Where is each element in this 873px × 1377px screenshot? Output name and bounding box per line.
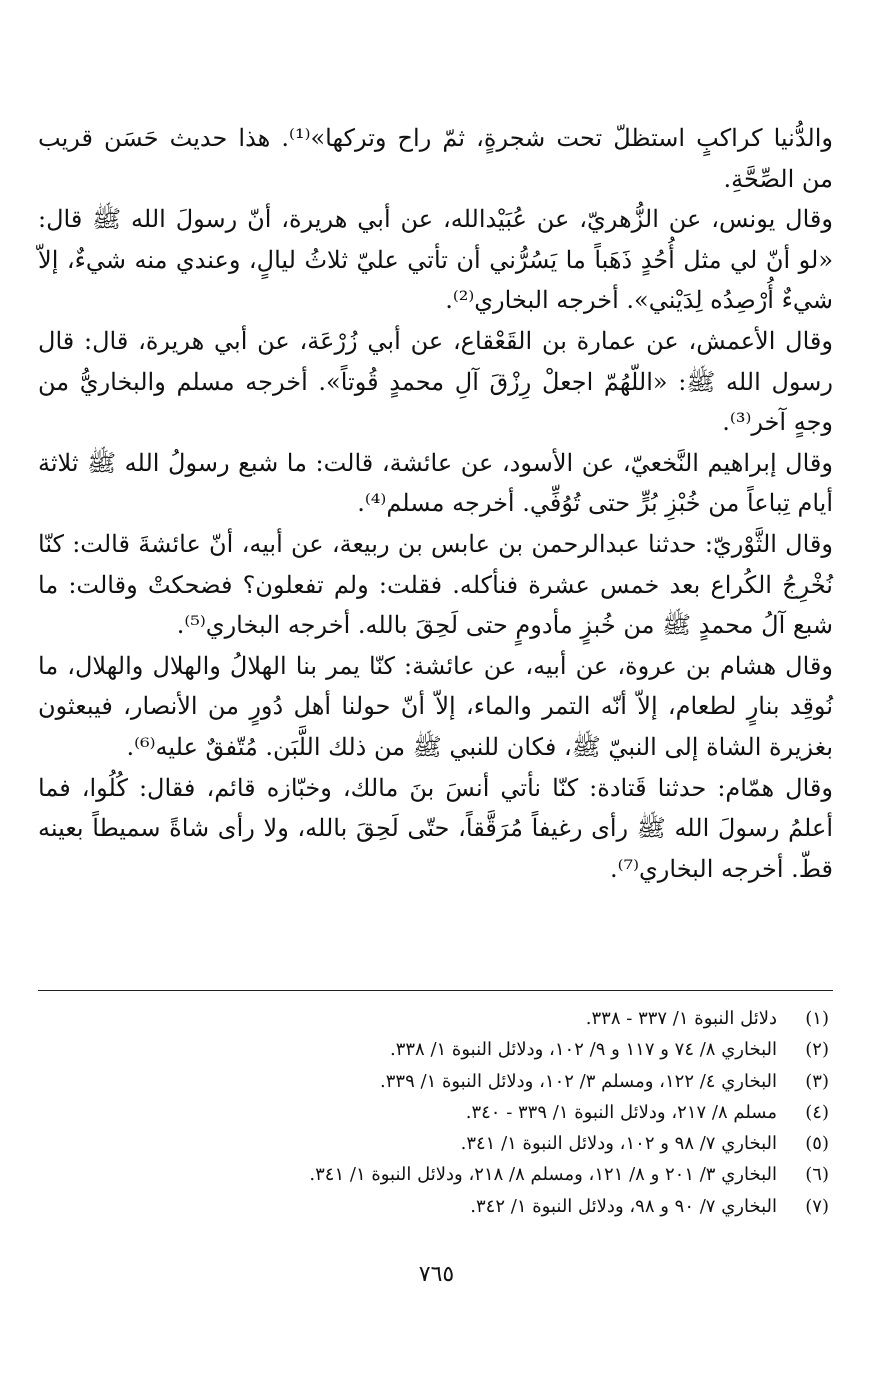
footnote	[49, 1128, 829, 1159]
footnote-text: البخاري ٧/ ٩٨ و ١٠٢، ودلائل النبوة ١/ ٣٤١.	[460, 1133, 777, 1155]
footnote-number: (٤)	[805, 1101, 829, 1123]
paragraph: وقال الثَّوْريّ: حدثنا عبدالرحمن بن عابس بن ربيعة، عن أبيه، أنّ عائشةَ قالت: كنّا نُخْرِجُ الكُراع بعد خمس عشرة فنأكله. فقلت: ولم تفعلون؟ فضحكتْ وقالت: ما شبع آلُ محمدٍ ﷺ من خُبزٍ مأدومٍ حتى لَحِقَ بالله. أخرجه البخاري⁽⁵⁾.	[38, 529, 833, 640]
footnote	[49, 1191, 829, 1222]
paragraph: وقال هشام بن عروة، عن أبيه، عن عائشة: كنّا يمر بنا الهلالُ والهلال والهلال، ما نُوقِد بنارٍ لطعام، إلاّ أنّه التمر والماء، إلاّ أنّ حولنا أهل دُورٍ من الأنصار، فيبعثون بغزيرة الشاة إلى النبيّ ﷺ، فكان للنبي ﷺ من ذلك اللَّبَن. مُتّفقٌ عليه⁽⁶⁾.	[38, 651, 833, 761]
footnote	[49, 1097, 829, 1128]
footnotes	[49, 1003, 829, 1222]
footnote-number: (١)	[805, 1008, 829, 1029]
main-text	[38, 118, 833, 889]
footnote-number: (٥)	[805, 1133, 829, 1155]
footnote-text: البخاري ٣/ ٢٠١ و ٨/ ١٢١، ومسلم ٨/ ٢١٨، ودلائل النبوة ١/ ٣٤١.	[309, 1164, 777, 1186]
footnote-number: (٧)	[805, 1195, 829, 1217]
footnote-text: دلائل النبوة ١/ ٣٣٧ - ٣٣٨.	[585, 1008, 777, 1029]
footnote	[49, 1066, 829, 1097]
footnote	[49, 1034, 829, 1065]
footnote	[49, 1159, 829, 1190]
paragraph: وقال همّام: حدثنا قَتادة: كنّا نأتي أنسَ بنَ مالك، وخبّازه قائم، فقال: كُلُوا، فما أعلمُ رسولَ الله ﷺ رأى رغيفاً مُرَقَّقاً، حتّى لَحِقَ بالله، ولا رأى شاةً سميطاً بعينه قطّ. أخرجه البخاري⁽⁷⁾.	[38, 773, 833, 883]
footnote-number: (٣)	[805, 1070, 829, 1092]
footnote-text: البخاري ٧/ ٩٠ و ٩٨، ودلائل النبوة ١/ ٣٤٢.	[470, 1195, 777, 1217]
footnote-text: البخاري ٨/ ٧٤ و ١١٧ و ٩/ ١٠٢، ودلائل النبوة ١/ ٣٣٨.	[389, 1039, 777, 1061]
footnote-number: (٢)	[805, 1039, 829, 1061]
page-number: ٧٦٥	[418, 1262, 455, 1287]
paragraph: والدُّنيا كراكبٍ استظلّ تحت شجرةٍ، ثمّ راح وتركها»⁽¹⁾. هذا حديث حَسَن قريب من الصِّحَّةِ.	[38, 124, 833, 193]
paragraph: وقال إبراهيم النَّخعيّ، عن الأسود، عن عائشة، قالت: ما شبع رسولُ الله ﷺ ثلاثة أيام تِباعاً من خُبْزِ بُرٍّ حتى تُوُفِّي. أخرجه مسلم⁽⁴⁾.	[38, 448, 833, 518]
footnote	[49, 1003, 829, 1034]
footnote-separator	[38, 990, 833, 991]
paragraph: وقال يونس، عن الزُّهريّ، عن عُبَيْدالله، عن أبي هريرة، أنّ رسولَ الله ﷺ قال: «لو أنّ لي مثل أُحُدٍ ذَهَباً ما يَسُرُّني أن تأتي عليّ ثلاثُ ليالٍ، وعندي منه شيءٌ، إلاّ شيءٌ أُرْصِدُه لِدَيْني». أخرجه البخاري⁽²⁾.	[38, 205, 833, 315]
footnote-text: مسلم ٨/ ٢١٧، ودلائل النبوة ١/ ٣٣٩ - ٣٤٠.	[465, 1101, 777, 1123]
footnote-text: البخاري ٤/ ١٢٢، ومسلم ٣/ ١٠٢، ودلائل النبوة ١/ ٣٣٩.	[380, 1070, 777, 1092]
footnote-number: (٦)	[805, 1164, 829, 1186]
paragraph: وقال الأعمش، عن عمارة بن القَعْقاع، عن أبي زُرْعَة، عن أبي هريرة، قال: قال رسول الله ﷺ: «اللّهُمّ اجعلْ رِزْقَ آلِ محمدٍ قُوتاً». أخرجه مسلم والبخاريُّ من وجهٍ آخر⁽³⁾.	[38, 326, 833, 437]
